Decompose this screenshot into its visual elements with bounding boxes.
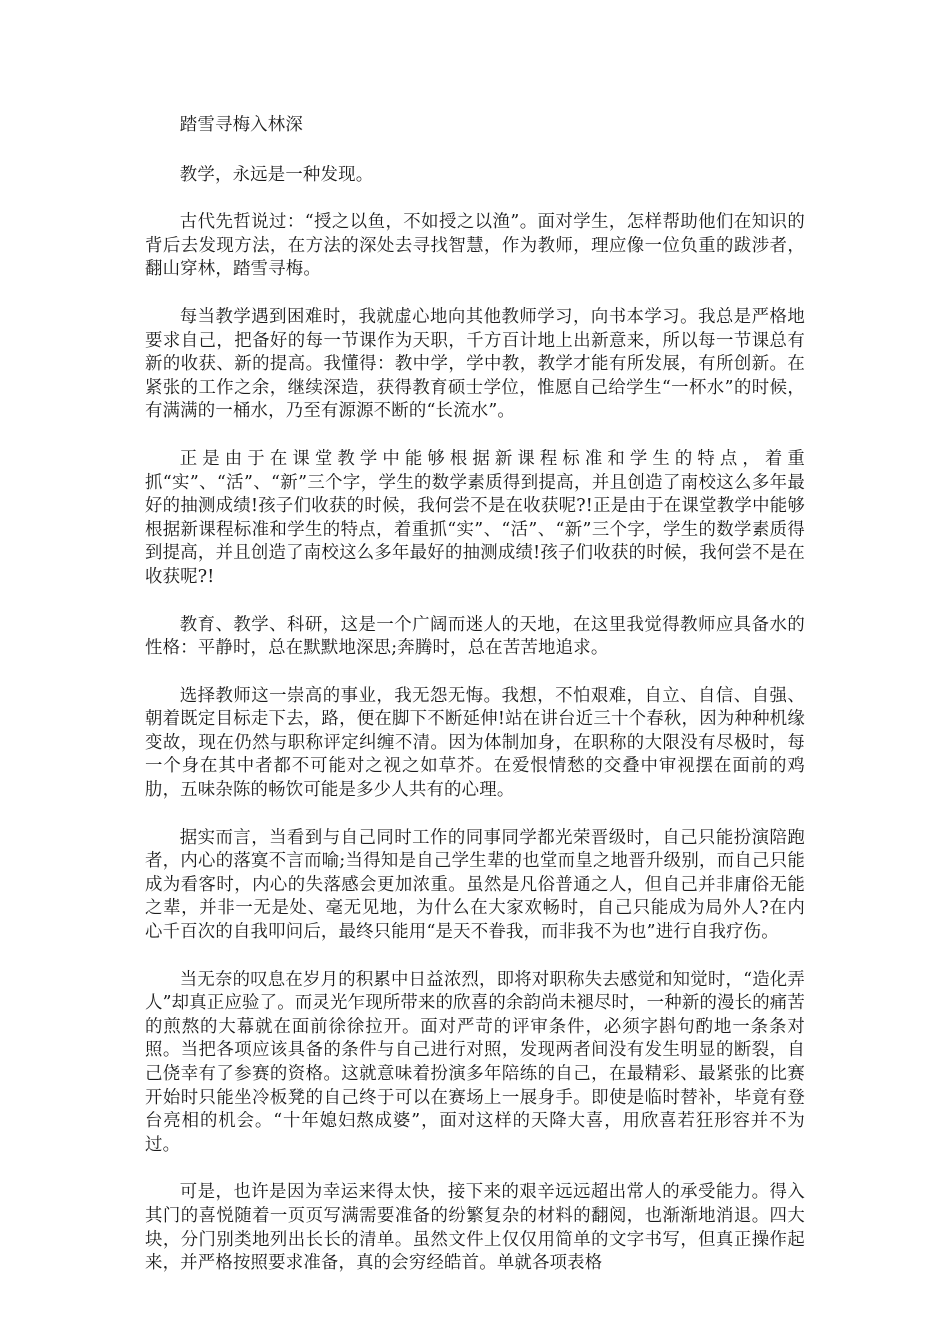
paragraph: 教育、教学、科研，这是一个广阔而迷人的天地，在这里我觉得教师应具备水的性格：平静时，总在默默地深思;奔腾时，总在苦苦地追求。	[145, 614, 805, 659]
document-title: 踏雪寻梅入林深	[179, 115, 303, 135]
paragraph: 可是，也许是因为幸运来得太快，接下来的艰辛远远超出常人的承受能力。得入其门的喜悦随着一页页写满需要准备的纷繁复杂的材料的翻阅，也渐渐地消退。四大块，分门别类地列出长长的清单。虽然文件上仅仅用简单的文字书写，但真正操作起来，并严格按照要求准备，真的会穷经皓首。单就各项表格	[145, 1182, 805, 1274]
paragraph: 正是由于在课堂教学中能够根据新课程标准和学生的特点，着重抓“实”、“活”、“新”三个字，学生的数学素质得到提高，并且创造了南校这么多年最好的抽测成绩!孩子们收获的时候，我何尝不是在收获呢?!正是由于在课堂教学中能够根据新课程标准和学生的特点，着重抓“实”、“活”、“新”三个字，学生的数学素质得到提高，并且创造了南校这么多年最好的抽测成绩!孩子们收获的时候，我何尝不是在收获呢?!	[145, 448, 805, 587]
paragraph: 据实而言，当看到与自己同时工作的同事同学都光荣晋级时，自己只能扮演陪跑者，内心的落寞不言而喻;当得知是自己学生辈的也堂而皇之地晋升级别，而自己只能成为看客时，内心的失落感会更加浓重。虽然是凡俗普通之人，但自己并非庸俗无能之辈，并非一无是处、毫无见地，为什么在大家欢畅时，自己只能成为局外人?在内心千百次的自我叩问后，最终只能用“是天不眷我，而非我不为也”进行自我疗伤。	[145, 827, 805, 943]
paragraph: 古代先哲说过：“授之以鱼，不如授之以渔”。面对学生，怎样帮助他们在知识的背后去发现方法，在方法的深处去寻找智慧，作为教师，理应像一位负重的跋涉者，翻山穿林，踏雪寻梅。	[145, 212, 805, 280]
paragraph: 每当教学遇到困难时，我就虚心地向其他教师学习，向书本学习。我总是严格地要求自己，把备好的每一节课作为天职，千方百计地上出新意来，所以每一节课总有新的收获、新的提高。我懂得：教中学，学中教，教学才能有所发展，有所创新。在紧张的工作之余，继续深造，获得教育硕士学位，惟愿自己给学生“一杯水”的时候，有满满的一桶水，乃至有源源不断的“长流水”。	[145, 306, 805, 422]
paragraph: 当无奈的叹息在岁月的积累中日益浓烈，即将对职称失去感觉和知觉时，“造化弄人”却真正应验了。而灵光乍现所带来的欣喜的余韵尚未褪尽时，一种新的漫长的痛苦的煎熬的大幕就在面前徐徐拉开。面对严苛的评审条件，必须字斟句酌地一条条对照。当把各项应该具备的条件与自己进行对照，发现两者间没有发生明显的断裂，自己侥幸有了参赛的资格。这就意味着扮演多年陪练的自己，在最精彩、最紧张的比赛开始时只能坐冷板凳的自己终于可以在赛场上一展身手。即使是临时替补，毕竟有登台亮相的机会。“十年媳妇熬成婆”，面对这样的天降大喜，用欣喜若狂形容并不为过。	[145, 969, 805, 1155]
paragraph: 教学，永远是一种发现。	[179, 164, 374, 185]
paragraph: 选择教师这一崇高的事业，我无怨无悔。我想，不怕艰难，自立、自信、自强、朝着既定目标走下去，路，便在脚下不断延伸!站在讲台近三十个春秋，因为种种机缘变故，现在仍然与职称评定纠缠不清。因为体制加身，在职称的大限没有尽极时，每一个身在其中者都不可能对之视之如草芥。在爱恨情愁的交叠中审视摆在面前的鸡肋，五味杂陈的畅饮可能是多少人共有的心理。	[145, 685, 805, 801]
document-page	[145, 114, 805, 1300]
